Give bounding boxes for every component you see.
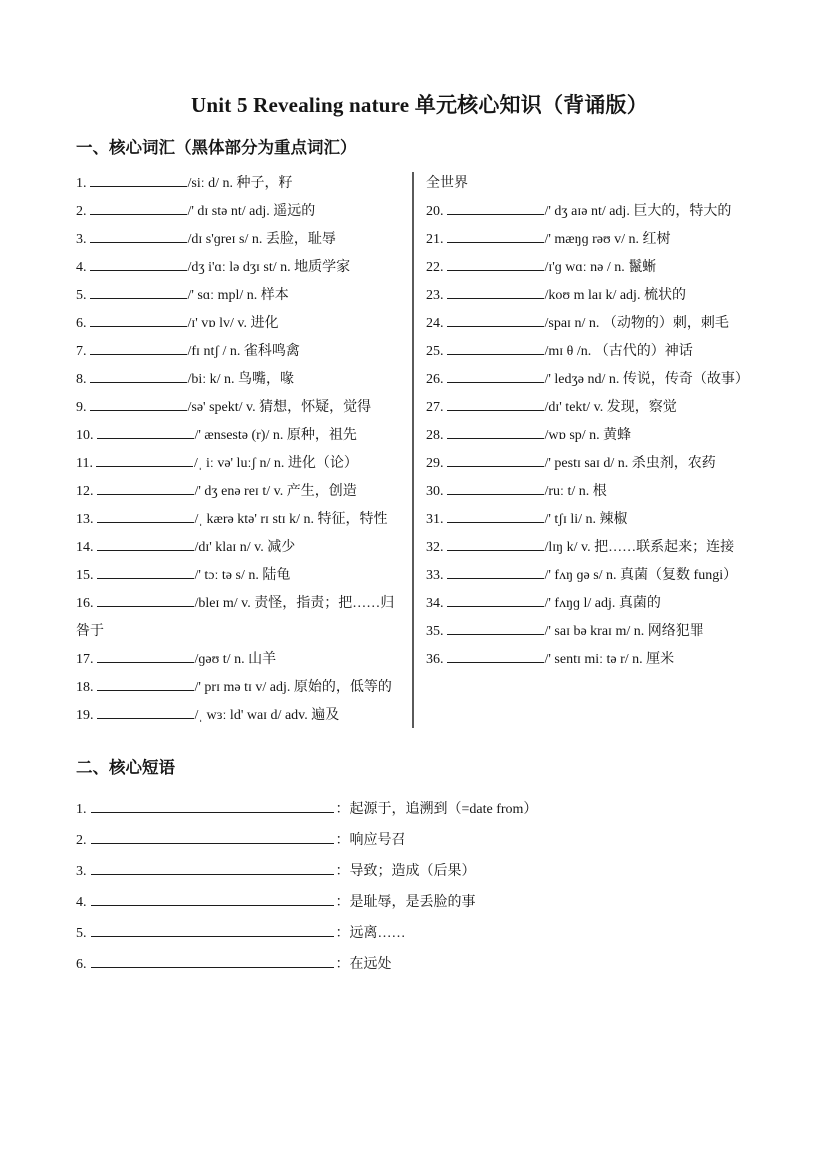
item-entry: /' pestɪ saɪ d/ n. 杀虫剂，农药: [544, 456, 716, 471]
phrase-number: 5.: [76, 926, 87, 941]
answer-blank[interactable]: [447, 341, 544, 355]
answer-blank[interactable]: [90, 173, 187, 187]
phrase-answer-blank[interactable]: [91, 830, 334, 844]
vocab-item: [426, 198, 763, 226]
item-entry: /ˌ wɜː ld' waɪ d/ adv. 遍及: [194, 708, 340, 723]
item-number: 26.: [426, 372, 444, 387]
item-number: 33.: [426, 568, 444, 583]
item-number: 24.: [426, 316, 444, 331]
item-entry: /' ænsestə (r)/ n. 原种，祖先: [194, 428, 357, 443]
answer-blank[interactable]: [90, 257, 187, 271]
item-entry: /' ledʒə nd/ n. 传说，传奇（故事）: [544, 372, 749, 387]
item-entry: /' dʒ enə reɪ t/ v. 产生，创造: [194, 484, 357, 499]
phrase-answer-blank[interactable]: [91, 954, 334, 968]
item-entry: /' fʌŋɡ l/ adj. 真菌的: [544, 596, 661, 611]
answer-blank[interactable]: [90, 201, 187, 215]
answer-blank[interactable]: [90, 229, 187, 243]
answer-blank[interactable]: [447, 481, 544, 495]
answer-blank[interactable]: [447, 509, 544, 523]
vocab-item: [76, 422, 408, 450]
item-entry: /siː d/ n. 种子，籽: [187, 176, 293, 191]
item-entry: /ˌ kærə ktə' rɪ stɪ k/ n. 特征，特性: [194, 512, 388, 527]
item-entry: /fɪ ntʃ / n. 雀科鸣禽: [187, 344, 300, 359]
phrase-item: [76, 918, 763, 949]
phrase-definition: ：远离……: [335, 926, 406, 941]
item-entry: /' sɑː mpl/ n. 样本: [187, 288, 289, 303]
answer-blank[interactable]: [97, 677, 194, 691]
answer-blank[interactable]: [97, 705, 194, 719]
vocab-item: [76, 366, 408, 394]
item-entry: /spaɪ n/ n. （动物的）刺，刺毛: [544, 316, 729, 331]
phrase-definition: ：是耻辱，是丢脸的事: [335, 895, 476, 910]
item-entry: /dɪ' klaɪ n/ v. 减少: [194, 540, 296, 555]
phrase-definition: ：在远处: [335, 957, 392, 972]
item-number: 2.: [76, 204, 87, 219]
answer-blank[interactable]: [447, 621, 544, 635]
answer-blank[interactable]: [97, 565, 194, 579]
vocab-item: [76, 226, 408, 254]
answer-blank[interactable]: [97, 649, 194, 663]
vocab-item: [426, 618, 763, 646]
phrase-answer-blank[interactable]: [91, 861, 334, 875]
column-divider: [412, 172, 414, 728]
item-number: 12.: [76, 484, 94, 499]
answer-blank[interactable]: [97, 509, 194, 523]
answer-blank[interactable]: [97, 425, 194, 439]
phrase-number: 1.: [76, 802, 87, 817]
vocab-item: [76, 310, 408, 338]
phrase-answer-blank[interactable]: [91, 892, 334, 906]
answer-blank[interactable]: [97, 537, 194, 551]
item-entry: /ruː t/ n. 根: [544, 484, 607, 499]
item-entry: /dɪ s'ɡreɪ s/ n. 丢脸，耻辱: [187, 232, 336, 247]
item-entry: /' mæŋɡ rəʊ v/ n. 红树: [544, 232, 671, 247]
item-number: 5.: [76, 288, 87, 303]
vocab-item: [76, 702, 408, 730]
item-number: 6.: [76, 316, 87, 331]
vocab-item: [426, 450, 763, 478]
item-number: 13.: [76, 512, 94, 527]
vocab-item: [76, 198, 408, 226]
item-number: 14.: [76, 540, 94, 555]
vocab-item: [426, 254, 763, 282]
item-entry: /' fʌŋ ɡə s/ n. 真菌（复数 fungi）: [544, 568, 738, 583]
item-number: 16.: [76, 596, 94, 611]
item-number: 1.: [76, 176, 87, 191]
answer-blank[interactable]: [447, 313, 544, 327]
vocab-columns: [76, 170, 763, 730]
vocab-item: [426, 646, 763, 674]
item-entry: /lɪŋ k/ v. 把……联系起来；连接: [544, 540, 735, 555]
item-number: 4.: [76, 260, 87, 275]
item-number: 21.: [426, 232, 444, 247]
item-entry: /' dʒ aɪə nt/ adj. 巨大的，特大的: [544, 204, 732, 219]
item-entry: /ɪ'ɡ wɑː nə / n. 鬣蜥: [544, 260, 657, 275]
answer-blank[interactable]: [447, 649, 544, 663]
vocab-item: [76, 450, 408, 478]
phrase-definition: ：起源于，追溯到（=date from）: [335, 802, 538, 817]
answer-blank[interactable]: [97, 593, 194, 607]
phrase-list: [76, 794, 763, 980]
phrase-answer-blank[interactable]: [91, 799, 334, 813]
vocab-item: [426, 282, 763, 310]
answer-blank[interactable]: [96, 453, 193, 467]
item-entry: /biː k/ n. 鸟嘴，喙: [187, 372, 295, 387]
vocab-item: [76, 338, 408, 366]
item-number: 20.: [426, 204, 444, 219]
item-entry: /' saɪ bə kraɪ m/ n. 网络犯罪: [544, 624, 704, 639]
answer-blank[interactable]: [97, 481, 194, 495]
item-number: 29.: [426, 456, 444, 471]
item-entry: /ˌ iː və' luːʃ n/ n. 进化（论）: [193, 456, 358, 471]
vocab-item: [426, 534, 763, 562]
item-number: 28.: [426, 428, 444, 443]
item-number: 10.: [76, 428, 94, 443]
phrase-item: [76, 949, 763, 980]
answer-blank[interactable]: [90, 397, 187, 411]
answer-blank[interactable]: [447, 257, 544, 271]
vocab-item: [76, 646, 408, 674]
wrapped-continuation-text: 全世界: [426, 176, 468, 191]
item-number: 36.: [426, 652, 444, 667]
item-number: 11.: [76, 456, 93, 471]
answer-blank[interactable]: [447, 285, 544, 299]
phrase-number: 6.: [76, 957, 87, 972]
vocab-column-right: [426, 170, 763, 730]
vocab-item: [76, 534, 408, 562]
item-number: 22.: [426, 260, 444, 275]
answer-blank[interactable]: [447, 425, 544, 439]
vocab-item: [426, 338, 763, 366]
item-entry: /koʊ m laɪ k/ adj. 梳状的: [544, 288, 686, 303]
answer-blank[interactable]: [447, 565, 544, 579]
vocab-item: [426, 478, 763, 506]
vocab-item: [426, 366, 763, 394]
item-number: 25.: [426, 344, 444, 359]
item-entry: /' sentɪ miː tə r/ n. 厘米: [544, 652, 675, 667]
answer-blank[interactable]: [90, 341, 187, 355]
answer-blank[interactable]: [90, 369, 187, 383]
vocab-item: [426, 562, 763, 590]
vocab-item: [76, 282, 408, 310]
item-number: 34.: [426, 596, 444, 611]
item-entry: /ɡəʊ t/ n. 山羊: [194, 652, 277, 667]
vocab-item: [76, 478, 408, 506]
item-number: 9.: [76, 400, 87, 415]
item-entry: /' tɔː tə s/ n. 陆龟: [194, 568, 291, 583]
vocab-item: [426, 506, 763, 534]
vocab-item: [426, 590, 763, 618]
answer-blank[interactable]: [447, 201, 544, 215]
item-entry: /bleɪ m/ v. 责怪，指责；把……归咎于: [76, 596, 395, 639]
answer-blank[interactable]: [447, 229, 544, 243]
item-number: 31.: [426, 512, 444, 527]
answer-blank[interactable]: [447, 397, 544, 411]
item-entry: /' prɪ mə tɪ v/ adj. 原始的，低等的: [194, 680, 392, 695]
item-entry: /' dɪ stə nt/ adj. 遥远的: [187, 204, 316, 219]
item-number: 35.: [426, 624, 444, 639]
vocab-item: [76, 590, 408, 646]
phrase-number: 3.: [76, 864, 87, 879]
phrase-item: [76, 825, 763, 856]
vocab-column-left: [76, 170, 408, 730]
item-entry: /ɪ' vɒ lv/ v. 进化: [187, 316, 279, 331]
section1-heading: 一、核心词汇（黑体部分为重点词汇）: [76, 138, 357, 157]
answer-blank[interactable]: [447, 369, 544, 383]
phrase-number: 2.: [76, 833, 87, 848]
vocab-item: [76, 506, 408, 534]
item-entry: /wɒ sp/ n. 黄蜂: [544, 428, 632, 443]
item-entry: /mɪ θ /n. （古代的）神话: [544, 344, 693, 359]
page-title: Unit 5 Revealing nature 单元核心知识（背诵版）: [191, 93, 648, 117]
phrase-item: [76, 856, 763, 887]
answer-blank[interactable]: [90, 285, 187, 299]
item-number: 30.: [426, 484, 444, 499]
item-number: 32.: [426, 540, 444, 555]
item-number: 15.: [76, 568, 94, 583]
item-number: 27.: [426, 400, 444, 415]
vocab-item: [76, 674, 408, 702]
item-number: 18.: [76, 680, 94, 695]
item-number: 3.: [76, 232, 87, 247]
vocab-item: [426, 310, 763, 338]
answer-blank[interactable]: [447, 453, 544, 467]
vocab-item: [76, 254, 408, 282]
item-number: 17.: [76, 652, 94, 667]
phrase-answer-blank[interactable]: [91, 923, 334, 937]
answer-blank[interactable]: [90, 313, 187, 327]
phrase-number: 4.: [76, 895, 87, 910]
phrase-item: [76, 794, 763, 825]
vocab-item: [76, 394, 408, 422]
vocab-item: [76, 170, 408, 198]
item-number: 7.: [76, 344, 87, 359]
item-number: 23.: [426, 288, 444, 303]
vocab-item: [426, 394, 763, 422]
item-entry: /sə' spekt/ v. 猜想，怀疑，觉得: [187, 400, 372, 415]
answer-blank[interactable]: [447, 593, 544, 607]
phrase-definition: ：响应号召: [335, 833, 406, 848]
vocab-item: [76, 562, 408, 590]
section2-heading: 二、核心短语: [76, 758, 175, 777]
item-number: 19.: [76, 708, 94, 723]
vocab-item: [426, 226, 763, 254]
phrase-definition: ：导致；造成（后果）: [335, 864, 476, 879]
item-entry: /dɪ' tekt/ v. 发现，察觉: [544, 400, 677, 415]
answer-blank[interactable]: [447, 537, 544, 551]
phrase-item: [76, 887, 763, 918]
item-number: 8.: [76, 372, 87, 387]
item-entry: /dʒ i'ɑː lə dʒɪ st/ n. 地质学家: [187, 260, 351, 275]
vocab-item: [426, 422, 763, 450]
item-entry: /' tʃɪ li/ n. 辣椒: [544, 512, 628, 527]
